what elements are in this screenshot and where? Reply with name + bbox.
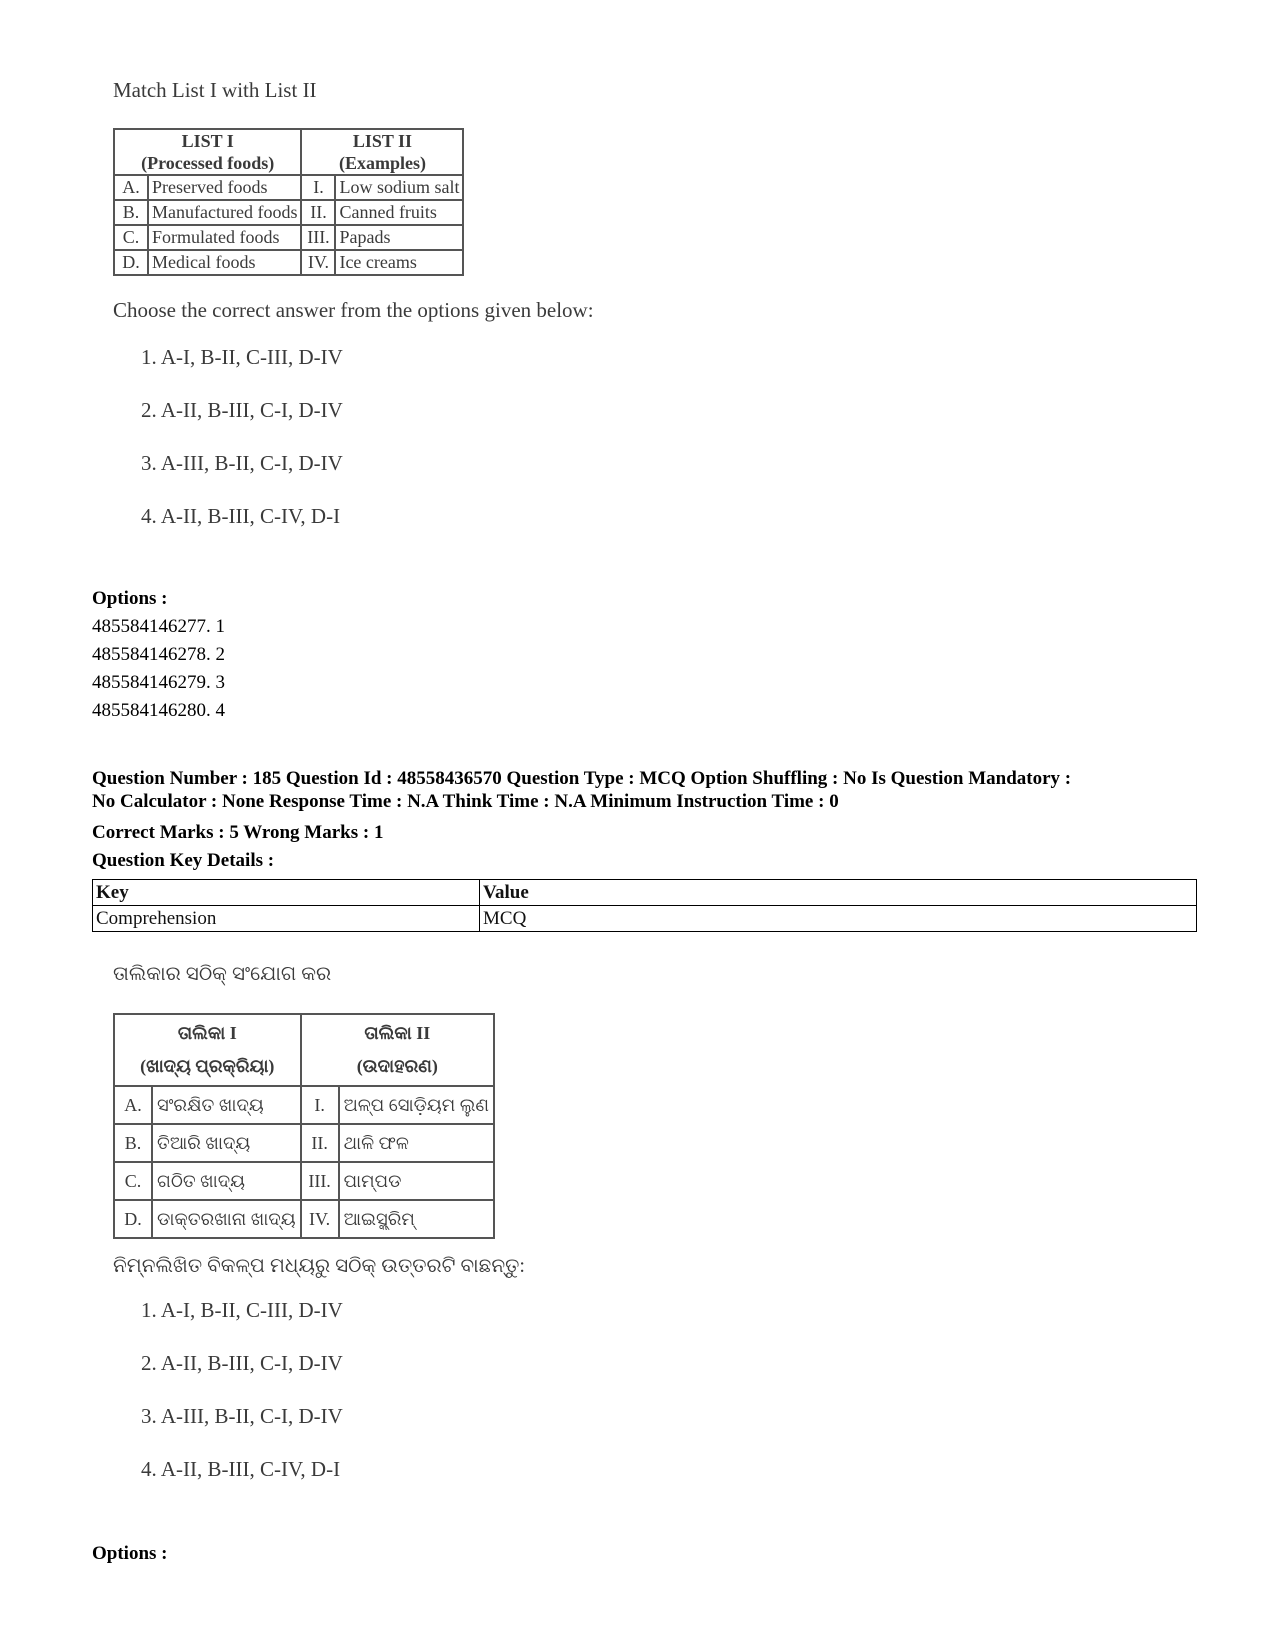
row-label: A. <box>114 175 148 200</box>
table-row <box>114 1124 494 1162</box>
question-1-intro: Match List I with List II <box>113 78 317 102</box>
key-header: Key <box>93 880 480 906</box>
list-1-item: Preserved foods <box>148 175 301 200</box>
options-label: Options : <box>92 588 168 609</box>
list-1-subtitle: (ଖାଦ୍ୟ ପ୍ରକ୍ରିୟା) <box>140 1056 275 1076</box>
question-metadata <box>92 767 1192 813</box>
row-label: I. <box>301 1086 339 1124</box>
row-label: III. <box>301 225 335 250</box>
key-cell: Comprehension <box>93 906 480 932</box>
list-2-item: Low sodium salt <box>335 175 463 200</box>
row-label: C. <box>114 225 148 250</box>
table-row <box>114 225 463 250</box>
row-label: III. <box>301 1162 339 1200</box>
row-label: C. <box>114 1162 152 1200</box>
answer-choice: 3. A-III, B-II, C-I, D-IV <box>141 451 343 475</box>
list-1-subtitle: (Processed foods) <box>141 153 275 173</box>
question-2-answer-list <box>141 1298 673 1510</box>
row-label: A. <box>114 1086 152 1124</box>
options-block-2-label: Options : <box>92 1543 168 1564</box>
key-details-heading: Question Key Details : <box>92 850 275 871</box>
list-2-item: Papads <box>335 225 463 250</box>
row-label: IV. <box>301 250 335 275</box>
option-item: 485584146280. 4 <box>92 700 225 721</box>
list-2-item: ଆଇସ୍କ୍ରିମ୍ <box>339 1200 494 1238</box>
answer-choice: 1. A-I, B-II, C-III, D-IV <box>141 1298 343 1322</box>
list-2-header <box>301 1014 494 1086</box>
options-block-1 <box>92 585 225 725</box>
row-label: B. <box>114 1124 152 1162</box>
question-2-instruction: ନିମ୍ନଲିଖିତ ବିକଳ୍ପ ମଧ୍ୟରୁ ସଠିକ୍ ଉତ୍ତରଟି ବାଛନ୍ତୁ: <box>113 1255 525 1277</box>
list-1-title: LIST I <box>181 131 234 151</box>
option-item: 485584146277. 1 <box>92 616 225 637</box>
answer-choice: 1. A-I, B-II, C-III, D-IV <box>141 345 343 369</box>
row-label: D. <box>114 250 148 275</box>
option-item: 485584146279. 3 <box>92 672 225 693</box>
marks-line: Correct Marks : 5 Wrong Marks : 1 <box>92 822 384 843</box>
table-row <box>114 250 463 275</box>
list-1-header <box>114 1014 301 1086</box>
value-header: Value <box>480 880 1197 906</box>
key-details-table <box>92 879 1197 932</box>
value-cell: MCQ <box>480 906 1197 932</box>
list-1-item: Medical foods <box>148 250 301 275</box>
row-label: II. <box>301 200 335 225</box>
table-row <box>93 906 1197 932</box>
list-2-item: ଥାଳି ଫଳ <box>339 1124 494 1162</box>
metadata-line-2: No Calculator : None Response Time : N.A Think Time : N.A Minimum Instruction Time : 0 <box>92 791 839 812</box>
answer-choice: 2. A-II, B-III, C-I, D-IV <box>141 1351 343 1375</box>
list-2-item: Ice creams <box>335 250 463 275</box>
question-2-match-table <box>113 1013 495 1239</box>
list-1-header <box>114 129 301 175</box>
question-1-image <box>113 78 673 557</box>
table-header-row <box>93 880 1197 906</box>
question-1-answer-list <box>141 345 673 557</box>
list-2-item: ପାମ୍ପଡ <box>339 1162 494 1200</box>
table-row <box>114 200 463 225</box>
answer-choice: 3. A-III, B-II, C-I, D-IV <box>141 1404 343 1428</box>
list-2-item: ଅଳ୍ପ ସୋଡ଼ିୟମ ଲୁଣ <box>339 1086 494 1124</box>
list-2-item: Canned fruits <box>335 200 463 225</box>
list-2-title: LIST II <box>352 131 413 151</box>
metadata-line-1: Question Number : 185 Question Id : 48558436570 Question Type : MCQ Option Shuffling : No Is Question Mandatory : <box>92 768 1072 789</box>
row-label: I. <box>301 175 335 200</box>
answer-choice: 4. A-II, B-III, C-IV, D-I <box>141 1457 341 1481</box>
answer-choice: 2. A-II, B-III, C-I, D-IV <box>141 398 343 422</box>
row-label: II. <box>301 1124 339 1162</box>
table-row <box>114 1162 494 1200</box>
list-1-item: ଗଠିତ ଖାଦ୍ୟ <box>152 1162 301 1200</box>
list-1-title: ତାଲିକା I <box>177 1023 237 1043</box>
list-1-item: ଡାକ୍ତରଖାନା ଖାଦ୍ୟ <box>152 1200 301 1238</box>
list-2-subtitle: (Examples) <box>338 153 426 173</box>
table-row <box>114 1086 494 1124</box>
list-1-item: Manufactured foods <box>148 200 301 225</box>
table-row <box>114 175 463 200</box>
table-row <box>114 1200 494 1238</box>
list-2-header <box>301 129 463 175</box>
list-2-subtitle: (ଉଦାହରଣ) <box>356 1056 438 1076</box>
list-1-item: ତିଆରି ଖାଦ୍ୟ <box>152 1124 301 1162</box>
list-1-item: Formulated foods <box>148 225 301 250</box>
option-item: 485584146278. 2 <box>92 644 225 665</box>
row-label: B. <box>114 200 148 225</box>
row-label: D. <box>114 1200 152 1238</box>
list-2-title: ତାଲିକା II <box>364 1023 431 1043</box>
question-1-instruction: Choose the correct answer from the options given below: <box>113 298 594 322</box>
question-2-intro: ତାଲିକାର ସଠିକ୍ ସଂଯୋଗ କର <box>113 963 332 985</box>
row-label: IV. <box>301 1200 339 1238</box>
list-1-item: ସଂରକ୍ଷିତ ଖାଦ୍ୟ <box>152 1086 301 1124</box>
answer-choice: 4. A-II, B-III, C-IV, D-I <box>141 504 341 528</box>
question-1-match-table <box>113 128 464 276</box>
question-2-image <box>113 963 673 1510</box>
